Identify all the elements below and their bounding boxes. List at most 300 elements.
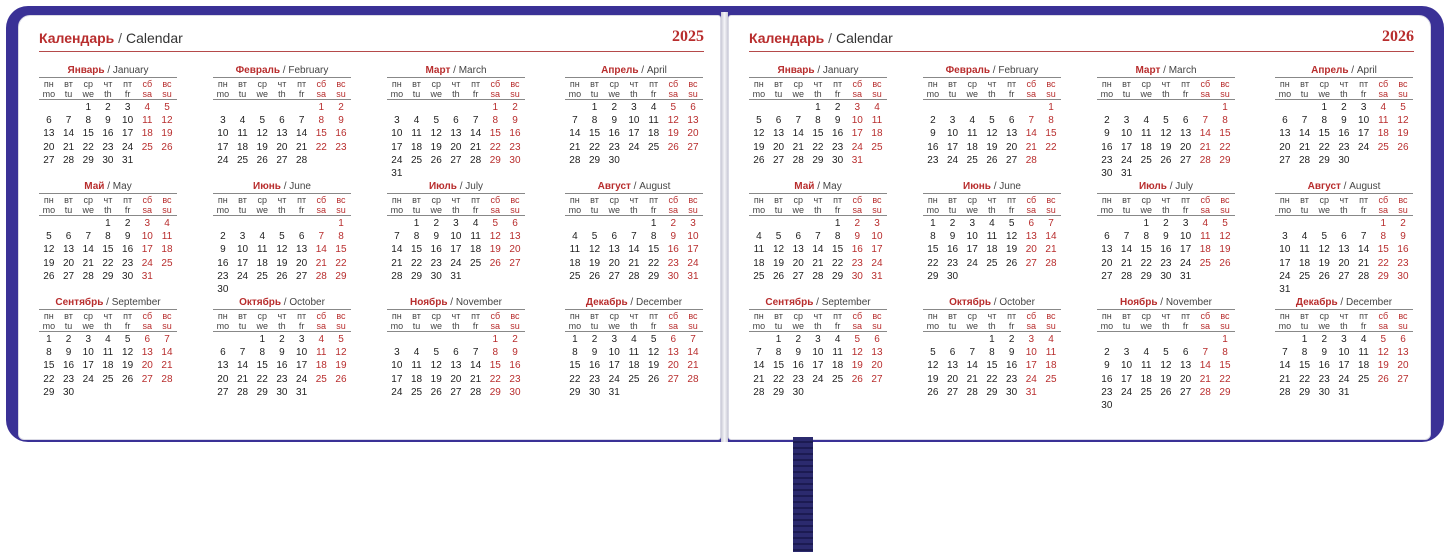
day-cell: [1156, 167, 1176, 180]
weekday-en: tu: [1300, 205, 1309, 215]
weekday-en: we: [966, 205, 978, 215]
weekday-ru: пн: [753, 311, 764, 321]
day-cell: [387, 217, 407, 230]
page-year: 2026: [1382, 28, 1414, 45]
weekday-ru: вт: [774, 195, 783, 205]
day-cell: 15: [569, 360, 581, 372]
day-cell: 23: [588, 373, 601, 385]
weekday-label: [1021, 79, 1041, 99]
weekday-label: [331, 311, 351, 331]
day-cell: 24: [871, 257, 883, 269]
day-cell: 23: [792, 373, 804, 385]
day-cell: 24: [236, 270, 249, 282]
day-cell: 28: [315, 270, 327, 282]
month-name-en: September: [111, 297, 161, 308]
weekday-en: mo: [752, 321, 766, 331]
weekday-label: [426, 311, 446, 331]
day-cell: 26: [1006, 257, 1018, 269]
weekday-ru: ср: [967, 79, 977, 89]
week-row: [39, 359, 177, 372]
day-cell: 13: [608, 244, 620, 256]
weekday-label: [923, 195, 943, 215]
day-cell: 11: [986, 231, 998, 243]
day-cell: 25: [1377, 141, 1389, 153]
day-cell: 17: [1025, 360, 1037, 372]
day-cell: 26: [1318, 270, 1330, 282]
month-name: [1097, 180, 1235, 194]
day-cell: [272, 101, 292, 114]
day-cell: [624, 154, 644, 167]
day-cell: 22: [256, 373, 268, 385]
day-cell: 12: [1219, 231, 1231, 243]
day-cell: 31: [1279, 283, 1291, 295]
weekday-header: [1097, 78, 1235, 99]
weekday-ru: пн: [391, 195, 402, 205]
weekday-ru: чт: [1161, 311, 1171, 321]
weekday-label: [292, 79, 312, 99]
day-cell: 4: [318, 334, 325, 345]
day-cell: 12: [276, 244, 288, 256]
weekday-ru: пн: [217, 195, 228, 205]
day-cell: 11: [257, 244, 268, 256]
week-row: [213, 243, 351, 256]
day-cell: 5: [46, 231, 52, 243]
week-row: [923, 101, 1061, 114]
day-cell: 6: [690, 102, 696, 113]
day-cell: [1156, 101, 1176, 114]
day-cell: 28: [1298, 154, 1311, 166]
day-cell: [252, 101, 272, 114]
day-cell: 1: [1301, 334, 1308, 345]
day-cell: 13: [1397, 347, 1409, 359]
week-row: [387, 346, 525, 359]
day-cell: 13: [1338, 244, 1350, 256]
week-row: [39, 154, 177, 167]
day-cell: 4: [874, 102, 880, 113]
weekday-ru: сб: [1026, 311, 1037, 321]
month-name-en: July: [465, 181, 484, 192]
day-cell: 24: [1025, 373, 1037, 385]
weekday-en: we: [792, 205, 804, 215]
day-cell: 6: [453, 347, 459, 359]
week-row: [1097, 399, 1235, 412]
weekday-en: we: [430, 205, 442, 215]
day-cell: [272, 217, 292, 230]
day-cell: 24: [851, 141, 863, 153]
day-cell: 21: [753, 373, 765, 385]
day-cell: 2: [433, 218, 439, 229]
day-cell: 27: [1397, 373, 1409, 385]
day-cell: [311, 154, 331, 167]
week-row: [387, 257, 525, 270]
day-cell: 4: [472, 218, 479, 229]
day-cell: 10: [236, 244, 249, 256]
day-cell: 8: [834, 231, 841, 243]
day-cell: 23: [832, 141, 844, 153]
day-cell: 19: [489, 244, 501, 256]
month-name-en: May: [112, 181, 132, 192]
weekday-ru: сб: [142, 195, 153, 205]
week-row: [1097, 346, 1235, 359]
day-cell: 22: [812, 141, 824, 153]
weekday-divider: [749, 331, 887, 332]
day-cell: 19: [161, 128, 173, 140]
day-cell: 13: [217, 360, 229, 372]
day-cell: 22: [1298, 373, 1311, 385]
week-row: [923, 230, 1061, 243]
month-name-ru: Март: [1135, 65, 1161, 76]
weekday-en: mo: [42, 89, 56, 99]
day-cell: 24: [141, 257, 153, 269]
day-cell: 2: [512, 102, 518, 113]
day-cell: 16: [588, 360, 601, 372]
weekday-ru: вс: [1220, 311, 1230, 321]
day-cell: 16: [122, 244, 134, 256]
day-cell: 4: [1202, 218, 1209, 229]
weekday-en: we: [1140, 89, 1152, 99]
day-cell: 1: [259, 334, 265, 345]
day-cell: 1: [413, 218, 420, 229]
week-row: [923, 257, 1061, 270]
day-cell: 12: [43, 244, 55, 256]
day-cell: 17: [608, 360, 620, 372]
day-cell: 30: [832, 154, 844, 166]
weekday-en: su: [872, 205, 882, 215]
day-cell: 23: [851, 257, 863, 269]
day-cell: 5: [492, 218, 499, 229]
day-cell: 24: [687, 257, 699, 269]
day-cell: 15: [1045, 128, 1057, 140]
weekday-label: [663, 311, 683, 331]
day-cell: [39, 217, 59, 230]
weekday-ru: вт: [64, 311, 73, 321]
month-name-ru: Июнь: [253, 181, 281, 192]
day-cell: [292, 217, 312, 230]
weekday-label: [118, 311, 138, 331]
day-cell: 23: [335, 141, 347, 153]
day-cell: [982, 270, 1002, 283]
day-cell: 11: [237, 128, 248, 140]
day-cell: 23: [509, 373, 521, 385]
day-cell: 11: [470, 231, 481, 243]
day-cell: 29: [772, 386, 785, 398]
day-cell: 3: [220, 115, 226, 127]
weekday-ru: чт: [1161, 195, 1171, 205]
weekday-label: [1275, 195, 1295, 215]
day-cell: 15: [812, 128, 824, 140]
day-cell: 8: [1222, 347, 1228, 359]
week-row: [1275, 283, 1413, 296]
weekday-en: tu: [238, 89, 247, 99]
month-name-en: March: [458, 65, 487, 76]
day-cell: 2: [65, 334, 72, 345]
weekday-label: [311, 311, 331, 331]
day-cell: 25: [966, 154, 978, 166]
month-name: [749, 296, 887, 310]
day-cell: 2: [1163, 218, 1169, 229]
day-cell: 8: [259, 347, 265, 359]
day-cell: 11: [871, 115, 883, 127]
weekday-label: [923, 311, 943, 331]
weekday-en: th: [452, 205, 460, 215]
weekday-label: [867, 79, 887, 99]
weekday-label: [252, 311, 272, 331]
weekday-label: [624, 79, 644, 99]
weekday-ru: вт: [238, 79, 247, 89]
weekday-label: [78, 79, 98, 99]
week-row: [1275, 346, 1413, 359]
day-cell: 3: [1182, 218, 1189, 229]
weekday-header: [565, 194, 703, 215]
weekday-label: [1136, 311, 1156, 331]
day-cell: 28: [62, 154, 75, 166]
day-cell: 18: [569, 257, 581, 269]
day-cell: 14: [792, 128, 804, 140]
day-cell: 8: [775, 347, 782, 359]
weekday-en: tu: [412, 89, 421, 99]
day-cell: 1: [1048, 102, 1054, 113]
day-cell: 2: [1104, 347, 1110, 359]
week-row: [923, 154, 1061, 167]
weekday-label: [311, 195, 331, 215]
weekday-ru: пн: [927, 311, 938, 321]
day-cell: 1: [46, 334, 52, 345]
day-cell: 10: [851, 115, 863, 127]
weekday-ru: чт: [277, 79, 287, 89]
month-name: [39, 180, 177, 194]
day-cell: [1275, 101, 1295, 114]
week-row: [1097, 101, 1235, 114]
day-cell: 11: [411, 128, 422, 140]
weekday-en: mo: [926, 89, 940, 99]
page-title: [749, 30, 893, 46]
day-cell: [466, 270, 486, 283]
day-cell: [962, 333, 982, 346]
weekday-ru: пн: [1101, 311, 1112, 321]
week-row: [749, 154, 887, 167]
day-cell: 6: [1028, 218, 1035, 229]
weekday-ru: пн: [1279, 195, 1290, 205]
day-cell: 8: [1222, 115, 1228, 127]
day-cell: 29: [832, 270, 844, 282]
day-cell: 12: [986, 128, 998, 140]
weekday-ru: пт: [649, 79, 659, 89]
weekday-en: sa: [1026, 321, 1037, 331]
day-cell: 14: [296, 128, 308, 140]
day-cell: 28: [82, 270, 94, 282]
weekday-ru: ср: [431, 195, 441, 205]
weekday-ru: пт: [1181, 195, 1191, 205]
weekday-label: [1156, 195, 1176, 215]
day-cell: 18: [410, 141, 423, 153]
month-name: [923, 64, 1061, 78]
weekday-ru: вт: [1300, 195, 1309, 205]
weekday-ru: вт: [948, 195, 957, 205]
day-cell: 13: [1180, 360, 1192, 372]
day-cell: [157, 154, 177, 167]
weekday-en: su: [336, 89, 346, 99]
day-cell: 8: [1380, 231, 1387, 243]
month-name-ru: Июль: [1138, 181, 1167, 192]
day-cell: 12: [1397, 115, 1409, 127]
day-cell: 16: [276, 360, 288, 372]
weekday-label: [387, 311, 407, 331]
day-cell: [1373, 386, 1393, 399]
month-name-separator: /: [103, 297, 112, 308]
weekday-ru: вс: [510, 79, 520, 89]
month-name: [923, 180, 1061, 194]
weekday-en: mo: [1100, 89, 1114, 99]
month-block: [923, 296, 1061, 399]
day-cell: 1: [1222, 334, 1228, 345]
day-cell: [683, 154, 703, 167]
weekday-ru: чт: [1339, 195, 1349, 205]
weekday-en: sa: [668, 321, 679, 331]
week-row: [39, 101, 177, 114]
weekday-header: [923, 78, 1061, 99]
weekday-en: tu: [948, 321, 957, 331]
day-cell: 22: [1045, 141, 1057, 153]
weekday-label: [1117, 311, 1137, 331]
weekday-label: [1097, 195, 1117, 215]
day-cell: [1393, 283, 1413, 296]
weekday-en: su: [1398, 321, 1408, 331]
month-name-en: May: [822, 181, 842, 192]
day-cell: 1: [492, 334, 499, 345]
day-cell: 10: [946, 128, 959, 140]
weekday-ru: сб: [1378, 79, 1389, 89]
weekday-en: fr: [298, 321, 305, 331]
weekday-ru: чт: [987, 79, 997, 89]
week-row: [387, 217, 525, 230]
month-block: [213, 64, 351, 167]
weekday-ru: пн: [43, 79, 54, 89]
day-cell: 15: [1140, 244, 1152, 256]
day-cell: 17: [236, 257, 249, 269]
weekday-en: su: [1046, 205, 1056, 215]
day-cell: 11: [832, 347, 843, 359]
weekday-ru: сб: [490, 195, 501, 205]
weekday-ru: ср: [609, 311, 619, 321]
day-cell: 27: [450, 154, 462, 166]
week-row: [565, 373, 703, 386]
day-cell: [663, 154, 683, 167]
day-cell: [943, 101, 963, 114]
weekday-en: sa: [142, 89, 153, 99]
day-cell: 25: [315, 373, 327, 385]
day-cell: 16: [946, 244, 959, 256]
weekday-ru: вт: [948, 79, 957, 89]
day-cell: 19: [667, 128, 679, 140]
weekday-en: th: [814, 89, 822, 99]
day-cell: [78, 217, 98, 230]
day-cell: [292, 283, 312, 296]
weekday-en: th: [988, 89, 996, 99]
weekday-label: [157, 79, 177, 99]
weekday-en: su: [510, 321, 520, 331]
day-cell: 26: [588, 270, 601, 282]
weekday-label: [1195, 79, 1215, 99]
day-cell: 2: [854, 218, 861, 229]
month-name: [1275, 64, 1413, 78]
day-cell: 2: [220, 231, 226, 243]
weekday-en: tu: [412, 321, 421, 331]
day-cell: 7: [85, 231, 91, 243]
day-cell: 6: [1008, 115, 1015, 127]
day-cell: 4: [969, 115, 975, 127]
bookmark-ribbon[interactable]: [793, 437, 813, 552]
weekday-label: [118, 195, 138, 215]
weekday-ru: вс: [872, 79, 882, 89]
weekday-ru: вс: [1046, 311, 1056, 321]
month-block: [749, 180, 887, 283]
weekday-en: fr: [1360, 89, 1367, 99]
day-cell: 23: [276, 373, 288, 385]
weekday-ru: сб: [142, 311, 153, 321]
weekday-ru: чт: [987, 311, 997, 321]
day-cell: 16: [335, 128, 347, 140]
weekday-label: [233, 311, 253, 331]
weekday-header: [749, 194, 887, 215]
day-cell: 14: [628, 244, 640, 256]
day-cell: 23: [102, 141, 114, 153]
day-cell: [1097, 101, 1117, 114]
day-cell: 1: [989, 334, 995, 345]
weekday-en: su: [510, 205, 520, 215]
weekday-en: th: [814, 205, 822, 215]
day-cell: [644, 386, 664, 399]
day-cell: 14: [1120, 244, 1133, 256]
day-cell: 11: [1358, 347, 1369, 359]
day-cell: 3: [298, 334, 305, 345]
day-cell: 19: [753, 141, 765, 153]
weekday-label: [272, 311, 292, 331]
weekday-en: we: [608, 321, 620, 331]
weekday-label: [292, 311, 312, 331]
day-cell: 9: [1104, 360, 1110, 372]
month-name: [565, 296, 703, 310]
day-cell: 11: [142, 115, 153, 127]
weekday-label: [943, 79, 963, 99]
weekday-label: [624, 311, 644, 331]
weekday-ru: чт: [629, 195, 639, 205]
weekday-label: [213, 79, 233, 99]
weekday-ru: чт: [451, 195, 461, 205]
weekday-label: [1117, 79, 1137, 99]
day-cell: 10: [966, 231, 978, 243]
day-cell: 8: [650, 231, 657, 243]
day-cell: 6: [775, 115, 782, 127]
day-cell: 19: [851, 360, 863, 372]
day-cell: 1: [930, 218, 936, 229]
weekday-en: th: [630, 89, 638, 99]
weekday-label: [39, 195, 59, 215]
day-cell: 25: [410, 154, 423, 166]
week-row: [923, 270, 1061, 283]
day-cell: 5: [650, 334, 657, 345]
weekday-en: we: [966, 89, 978, 99]
month-name-separator: /: [1340, 181, 1350, 192]
weekday-en: su: [1220, 89, 1230, 99]
weekday-en: su: [1398, 205, 1408, 215]
day-cell: 6: [65, 231, 72, 243]
week-row: [565, 101, 703, 114]
weekday-en: fr: [1008, 321, 1015, 331]
month-name-ru: Ноябрь: [1120, 297, 1158, 308]
day-cell: 16: [62, 360, 75, 372]
day-cell: 26: [1160, 386, 1172, 398]
day-cell: 29: [489, 386, 501, 398]
